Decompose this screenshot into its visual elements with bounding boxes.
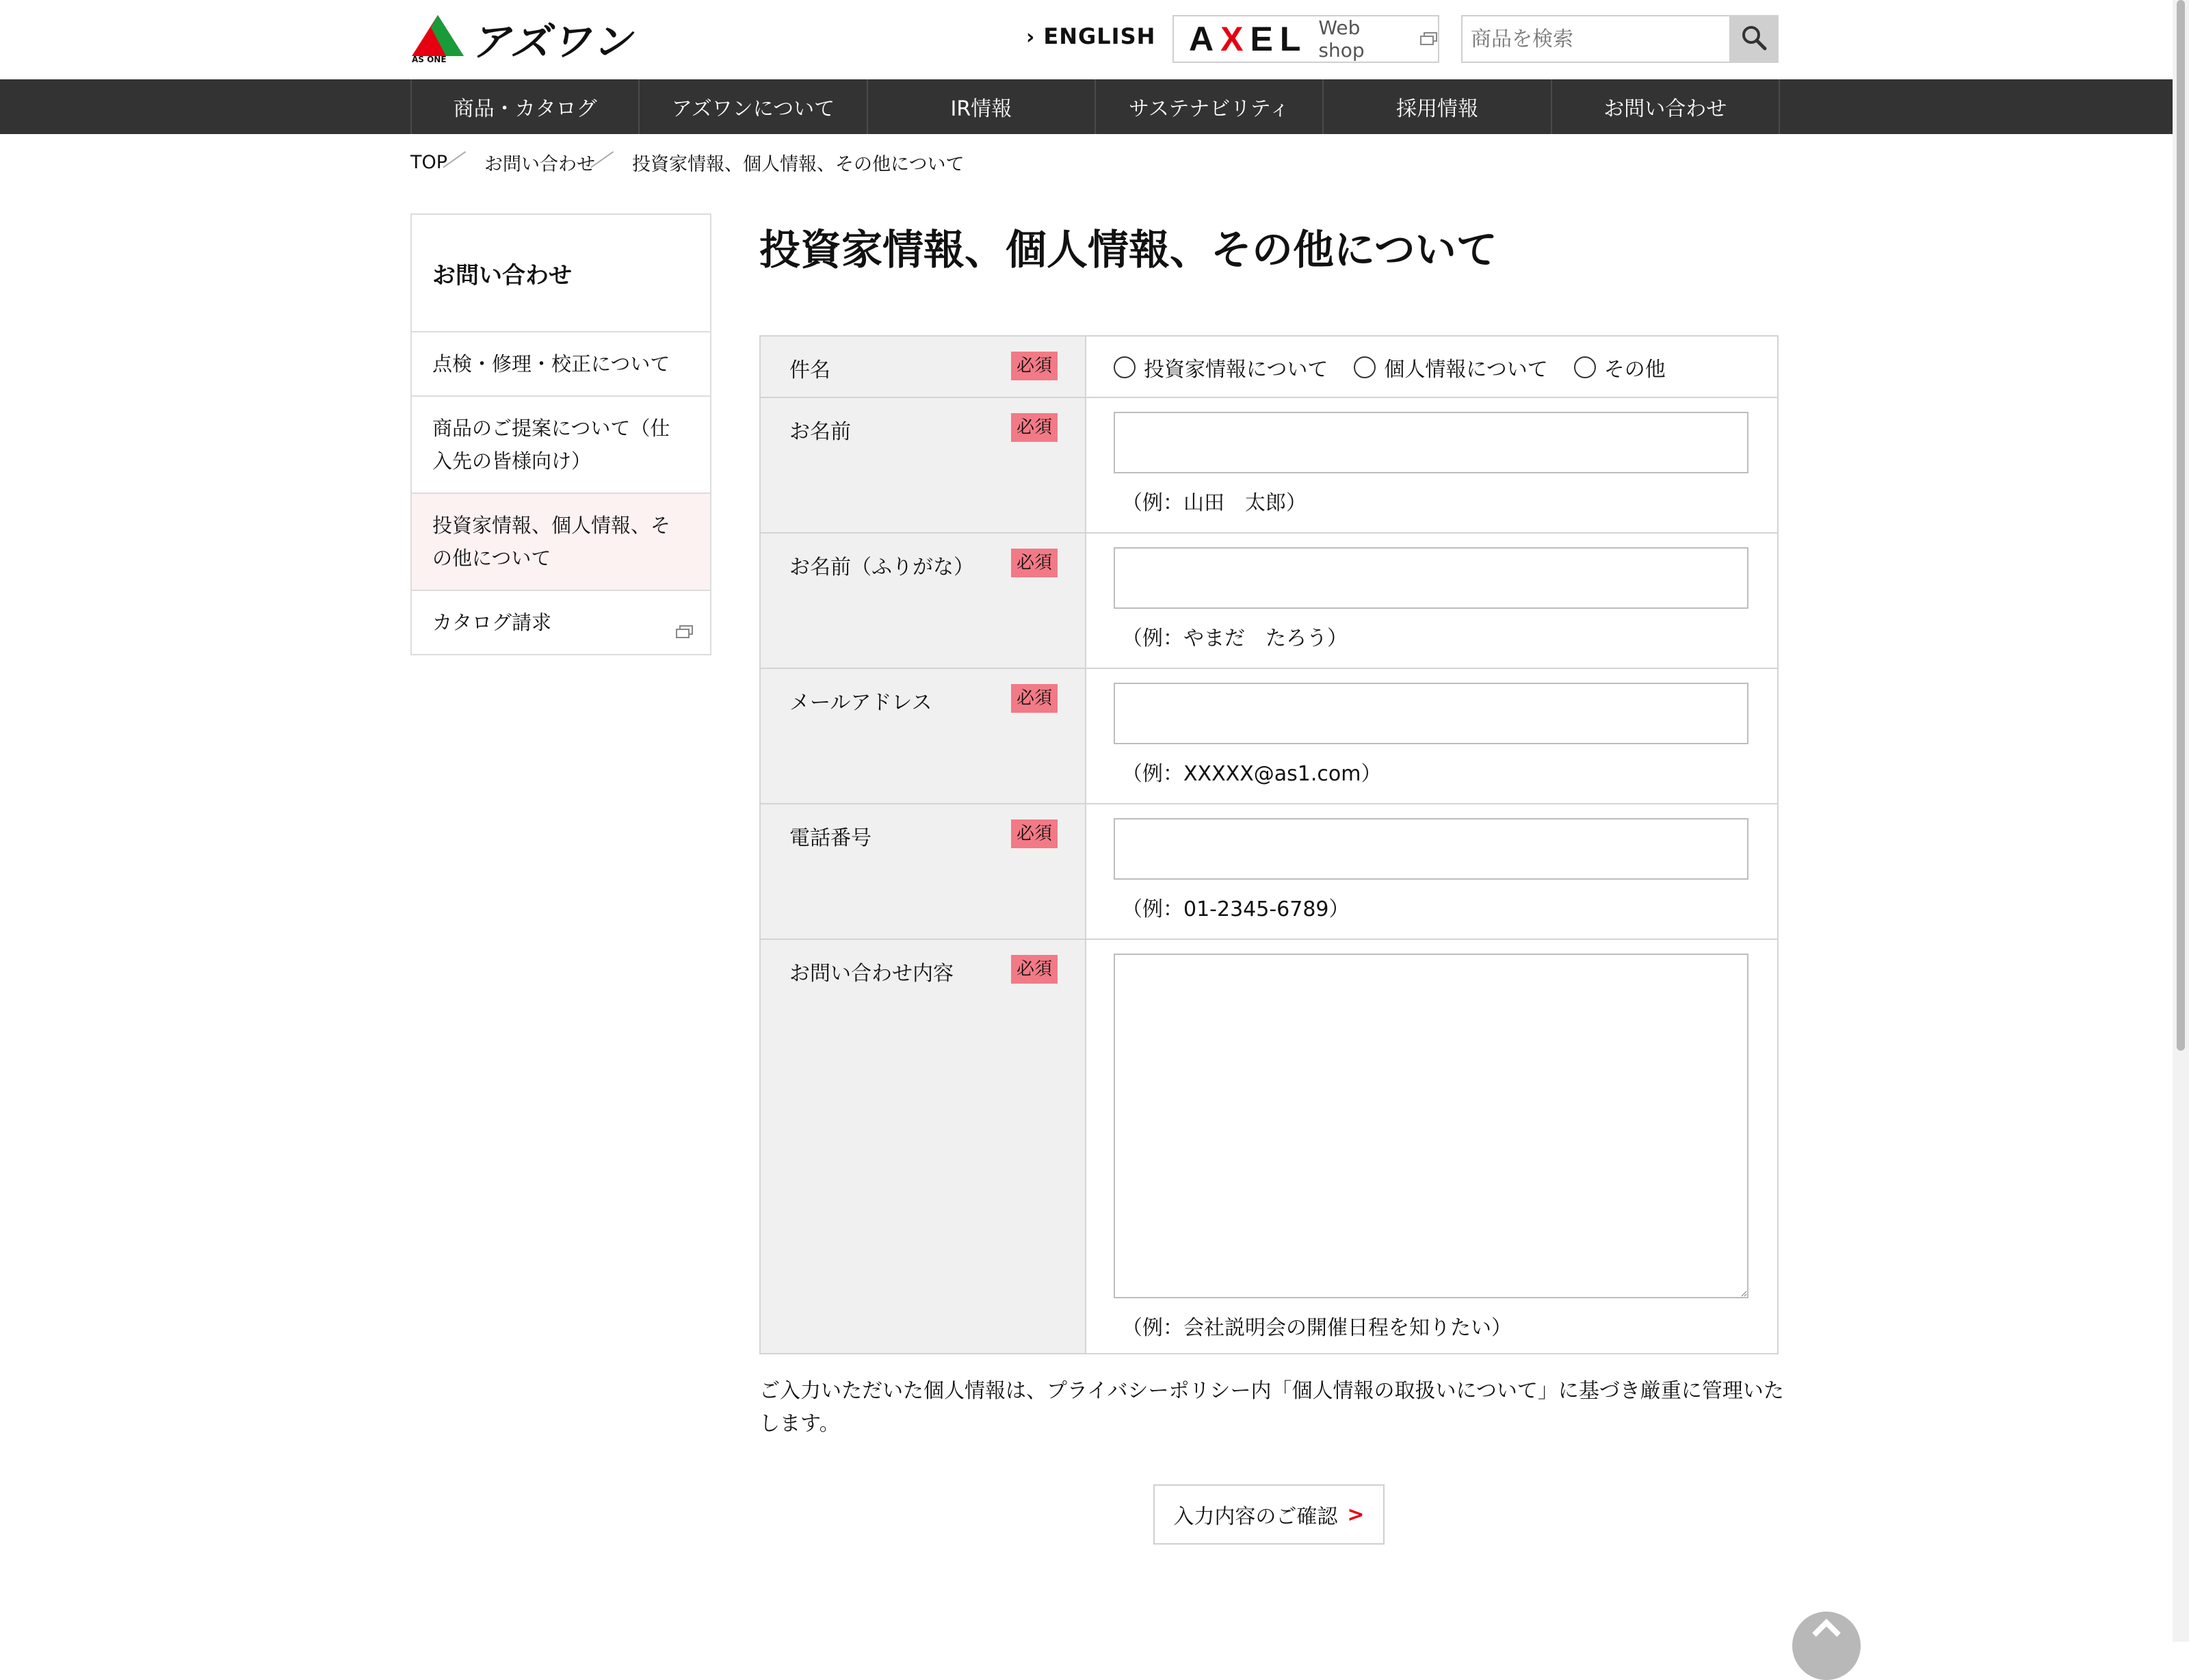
axel-webshop-link[interactable] bbox=[1172, 15, 1439, 63]
axel-shop-label: Web shop bbox=[1318, 16, 1365, 62]
chevron-right-icon: › bbox=[1026, 25, 1036, 49]
radio-label: その他 bbox=[1603, 358, 1666, 382]
name-label: お名前 bbox=[789, 420, 851, 444]
inquiry-textarea[interactable] bbox=[1114, 954, 1748, 1298]
scrollbar-thumb[interactable] bbox=[2177, 0, 2185, 1051]
breadcrumb-separator bbox=[602, 151, 625, 174]
name-input[interactable] bbox=[1114, 412, 1748, 473]
subject-radio-privacy[interactable] bbox=[1354, 352, 1547, 382]
search-icon bbox=[1740, 24, 1768, 54]
search-button[interactable] bbox=[1729, 15, 1779, 63]
form-row-subject bbox=[761, 337, 1777, 398]
required-badge: 必須 bbox=[1011, 352, 1058, 380]
sidebar-item-catalog[interactable] bbox=[412, 591, 710, 654]
required-badge: 必須 bbox=[1011, 955, 1058, 984]
email-input[interactable] bbox=[1114, 683, 1748, 744]
nav-item-ir[interactable]: IR情報 bbox=[868, 79, 1096, 134]
breadcrumb-separator bbox=[454, 151, 477, 174]
sidebar-item-label: カタログ請求 bbox=[432, 611, 552, 634]
confirm-button[interactable] bbox=[1153, 1484, 1385, 1545]
inquiry-field bbox=[1086, 940, 1777, 1353]
search-input[interactable] bbox=[1461, 15, 1729, 63]
breadcrumb-contact[interactable]: お問い合わせ bbox=[484, 154, 596, 175]
form-label-cell bbox=[761, 940, 1086, 1353]
radio-label: 投資家情報について bbox=[1144, 358, 1328, 382]
sidebar-item-label: 投資家情報、個人情報、その他について bbox=[432, 514, 671, 570]
kana-label: お名前（ふりがな） bbox=[789, 555, 974, 579]
kana-field bbox=[1086, 534, 1777, 668]
phone-label: 電話番号 bbox=[789, 826, 871, 850]
required-badge: 必須 bbox=[1011, 549, 1058, 577]
radio-circle-icon bbox=[1354, 356, 1376, 378]
phone-field bbox=[1086, 804, 1777, 939]
axel-brand-text bbox=[1189, 19, 1307, 59]
required-badge: 必須 bbox=[1011, 413, 1058, 442]
radio-label: 個人情報について bbox=[1384, 358, 1548, 382]
asone-logo[interactable] bbox=[410, 14, 633, 63]
email-hint: （例：XXXXX@as1.com） bbox=[1122, 762, 1382, 786]
email-field bbox=[1086, 669, 1777, 803]
subject-radio-other[interactable] bbox=[1574, 352, 1666, 382]
page-title: 投資家情報、個人情報、その他について bbox=[759, 226, 1497, 274]
required-badge: 必須 bbox=[1011, 819, 1058, 848]
form-label-cell bbox=[761, 669, 1086, 803]
form-label-cell bbox=[761, 398, 1086, 532]
search-bar bbox=[1461, 15, 1779, 63]
nav-item-products[interactable]: 商品・カタログ bbox=[412, 79, 640, 134]
english-label: ENGLISH bbox=[1043, 23, 1156, 49]
external-link-icon bbox=[676, 616, 694, 629]
phone-input[interactable] bbox=[1114, 818, 1748, 880]
sidebar-title: お問い合わせ bbox=[412, 215, 710, 332]
form-label-cell bbox=[761, 804, 1086, 939]
kana-hint: （例：やまだ たろう） bbox=[1122, 627, 1348, 651]
radio-circle-icon bbox=[1114, 356, 1136, 378]
sidebar-item-investor[interactable] bbox=[412, 494, 710, 591]
logo-sub-text: AS ONE bbox=[412, 55, 447, 64]
logo-mark-icon bbox=[410, 14, 465, 63]
global-nav bbox=[0, 79, 2189, 134]
nav-item-sustainability[interactable]: サステナビリティ bbox=[1096, 79, 1324, 134]
radio-circle-icon bbox=[1574, 356, 1596, 378]
subject-radio-investor[interactable] bbox=[1114, 352, 1328, 382]
inquiry-label: お問い合わせ内容 bbox=[789, 962, 954, 986]
subject-label: 件名 bbox=[789, 358, 830, 382]
subject-field bbox=[1086, 337, 1777, 397]
chevron-right-icon: > bbox=[1347, 1502, 1365, 1527]
form-row-name bbox=[761, 398, 1777, 534]
nav-item-about[interactable]: アズワンについて bbox=[640, 79, 867, 134]
logo-text: アズワン bbox=[471, 18, 633, 65]
sidebar-item-label: 点検・修理・校正について bbox=[432, 352, 670, 376]
name-hint: （例：山田 太郎） bbox=[1122, 491, 1307, 515]
form-row-kana bbox=[761, 534, 1777, 669]
email-label: メールアドレス bbox=[789, 691, 932, 715]
name-field bbox=[1086, 398, 1777, 532]
privacy-notice: ご入力いただいた個人情報は、プライバシーポリシー内「個人情報の取扱いについて」に基づき厳重に管理いたします。 bbox=[759, 1379, 1784, 1436]
axel-x-letter: X bbox=[1220, 20, 1250, 58]
subject-radio-group bbox=[1114, 350, 1750, 384]
form-row-phone bbox=[761, 804, 1777, 940]
back-to-top-button[interactable] bbox=[1792, 1612, 1861, 1680]
phone-hint: （例：01-2345-6789） bbox=[1122, 897, 1350, 921]
form-label-cell bbox=[761, 337, 1086, 397]
form-row-email bbox=[761, 669, 1777, 804]
site-header bbox=[0, 0, 2189, 79]
sidebar-item-label: 商品のご提案について（仕入先の皆様向け） bbox=[432, 417, 670, 473]
english-link[interactable] bbox=[1026, 23, 1155, 49]
form-row-inquiry bbox=[761, 940, 1777, 1353]
nav-item-recruit[interactable]: 採用情報 bbox=[1324, 79, 1551, 134]
sidebar-item-inspection[interactable] bbox=[412, 332, 710, 397]
required-badge: 必須 bbox=[1011, 684, 1058, 713]
chevron-up-icon bbox=[1806, 1612, 1847, 1680]
contact-form bbox=[759, 335, 1779, 1354]
inquiry-hint: （例：会社説明会の開催日程を知りたい） bbox=[1122, 1316, 1512, 1340]
axel-brand: AXEL bbox=[1189, 20, 1308, 58]
kana-input[interactable] bbox=[1114, 547, 1748, 609]
nav-item-contact[interactable]: お問い合わせ bbox=[1552, 79, 1780, 134]
breadcrumb-current: 投資家情報、個人情報、その他について bbox=[632, 154, 965, 175]
breadcrumb-top[interactable]: TOP bbox=[410, 152, 448, 173]
external-link-icon bbox=[1420, 32, 1438, 46]
sidebar-item-supplier[interactable] bbox=[412, 397, 710, 494]
breadcrumb bbox=[410, 149, 965, 176]
confirm-button-label: 入力内容のご確認 bbox=[1173, 1505, 1338, 1529]
form-label-cell bbox=[761, 534, 1086, 668]
sidebar bbox=[410, 213, 711, 655]
